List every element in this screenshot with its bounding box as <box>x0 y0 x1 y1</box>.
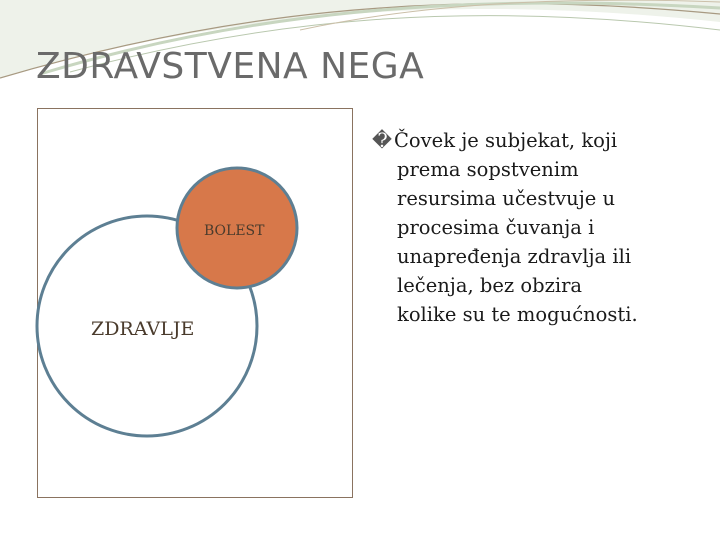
venn-diagram <box>37 108 353 498</box>
text-line-6: lečenja, bez obzira <box>397 274 583 297</box>
text-line-4: procesima čuvanja i <box>397 216 595 239</box>
text-line-7: kolike su te mogućnosti. <box>397 303 638 326</box>
text-line-2: prema sopstvenim <box>397 158 579 181</box>
slide-title: ZDRAVSTVENA NEGA <box>36 46 425 87</box>
text-line-3: resursima učestvuje u <box>397 187 616 210</box>
description-text <box>372 126 712 329</box>
bullet-icon: � <box>372 129 392 152</box>
health-label: ZDRAVLJE <box>91 318 195 340</box>
text-line-1: � Čovek je subjekat, koji <box>372 129 618 152</box>
text-line-5: unapređenja zdravlja ili <box>397 245 632 268</box>
disease-label: BOLEST <box>204 223 265 239</box>
